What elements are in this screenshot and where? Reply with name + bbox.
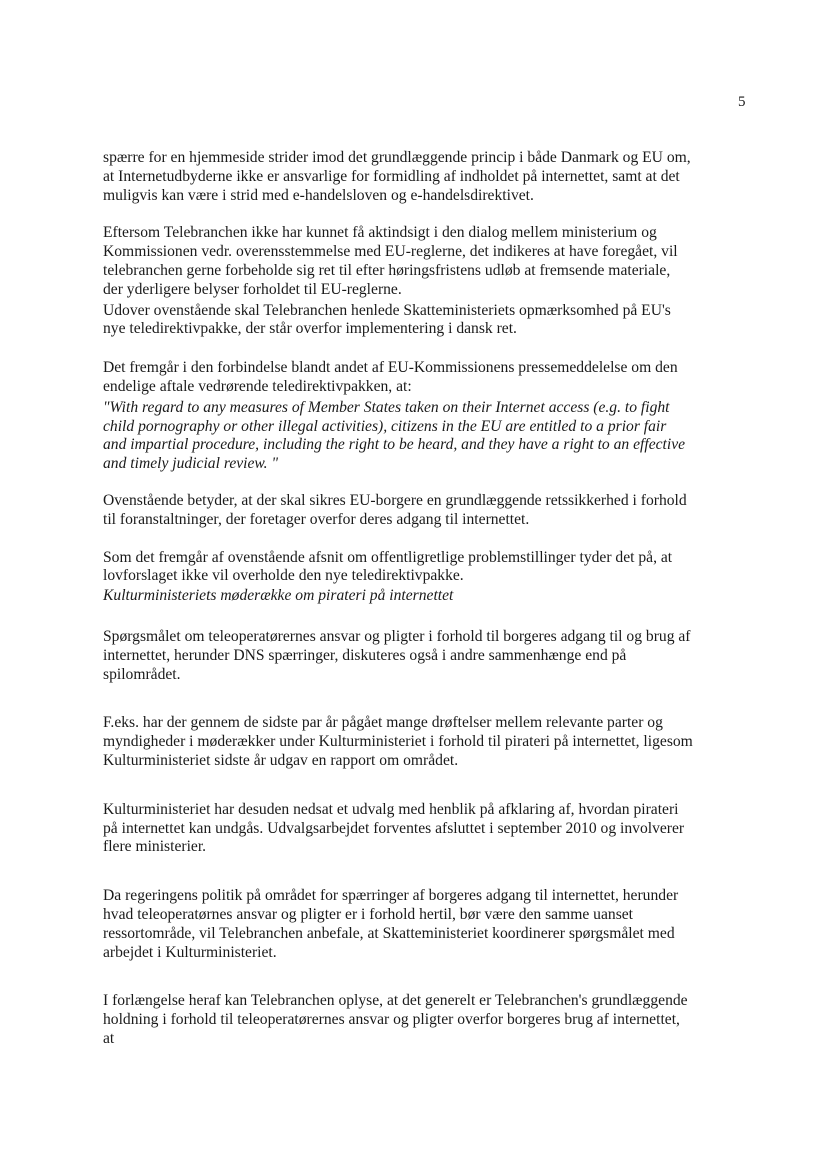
eu-quote: "With regard to any measures of Member States taken on their Internet access (e.g. to fight child pornography or other illegal activities), citizens in the EU are entitled to a prior fair and impartial procedure, including the right to be heard, and they have a right to an effective and timely judicial review. "	[103, 398, 686, 473]
section-heading: Kulturministeriets møderække om pirateri på internettet	[103, 587, 454, 605]
paragraph-piracy-meetings: F.eks. har der gennem de sidste par år pågået mange drøftelser mellem relevante parter og myndigheder i møderækker under Kulturministeriet i forhold til pirateri på internettet, ligesom Kulturministeriet sidste år udgav en rapport om området.	[103, 714, 693, 769]
paragraph-compliance-conclusion: Som det fremgår af ovenstående afsnit om offentligretlige problemstillinger tyder det på, at lovforslaget ikke vil overholde den nye teledirektivpakke.	[103, 548, 673, 585]
paragraph-press-release-intro: Det fremgår i den forbindelse blandt andet af EU-Kommissionens pressemeddelelse om den endelige aftale vedrørende teledirektivpakken, at:	[103, 359, 678, 395]
paragraph-telecom-directive: Udover ovenstående skal Telebranchen henlede Skatteministeriets opmærksomhed på EU's nye teledirektivpakke, der står overfor implementering i dansk ret.	[103, 301, 671, 338]
paragraph-telebranchen-position: I forlængelse heraf kan Telebranchen oplyse, at det generelt er Telebranchen's grundlæggende holdning i forhold til teleoperatørernes ansvar og pligter overfor borgeres brug af internettet, at	[103, 992, 688, 1047]
paragraph-operator-responsibility: Spørgsmålet om teleoperatørernes ansvar og pligter i forhold til borgeres adgang til og brug af internettet, herunder DNS spærringer, diskuteres også i andre sammenhænge end på spilområdet.	[103, 627, 691, 683]
paragraph-legal-certainty: Ovenstående betyder, at der skal sikres EU-borgere en grundlæggende retssikkerhed i forhold til foranstaltninger, der foretager overfor deres adgang til internettet.	[103, 491, 687, 528]
paragraph-dns-blocking-principle: spærre for en hjemmeside strider imod det grundlæggende princip i både Danmark og EU om, at Internetudbyderne ikke er ansvarlige for formidling af indholdet på internettet, samt at det muligvis kan være i strid med e-handelsloven og e-handelsdirektivet.	[103, 149, 691, 204]
document-body	[103, 149, 693, 1049]
paragraph-coordination-recommendation: Da regeringens politik på området for spærringer af borgeres adgang til internettet, herunder hvad teleoperatørnes ansvar og pligter er i forhold hertil, bør være den samme uanset ressortområde, vil Telebranchen anbefale, at Skatteministeriet koordinerer spørgsmålet med arbejdet i Kulturministeriet.	[103, 887, 679, 961]
paragraph-access-to-documents: Eftersom Telebranchen ikke har kunnet få aktindsigt i den dialog mellem ministerium og Kommissionen vedr. overensstemmelse med EU-reglerne, det indikeres at have foregået, vil telebranchen gerne forbeholde sig ret til efter høringsfristens udløb at fremsende materiale, der yderligere belyser forholdet til EU-reglerne.	[103, 224, 678, 298]
paragraph-piracy-committee: Kulturministeriet har desuden nedsat et udvalg med henblik på afklaring af, hvordan pirateri på internettet kan undgås. Udvalgsarbejdet forventes afsluttet i september 2010 og involverer flere ministerier.	[103, 800, 685, 856]
page-number: 5	[738, 94, 746, 110]
